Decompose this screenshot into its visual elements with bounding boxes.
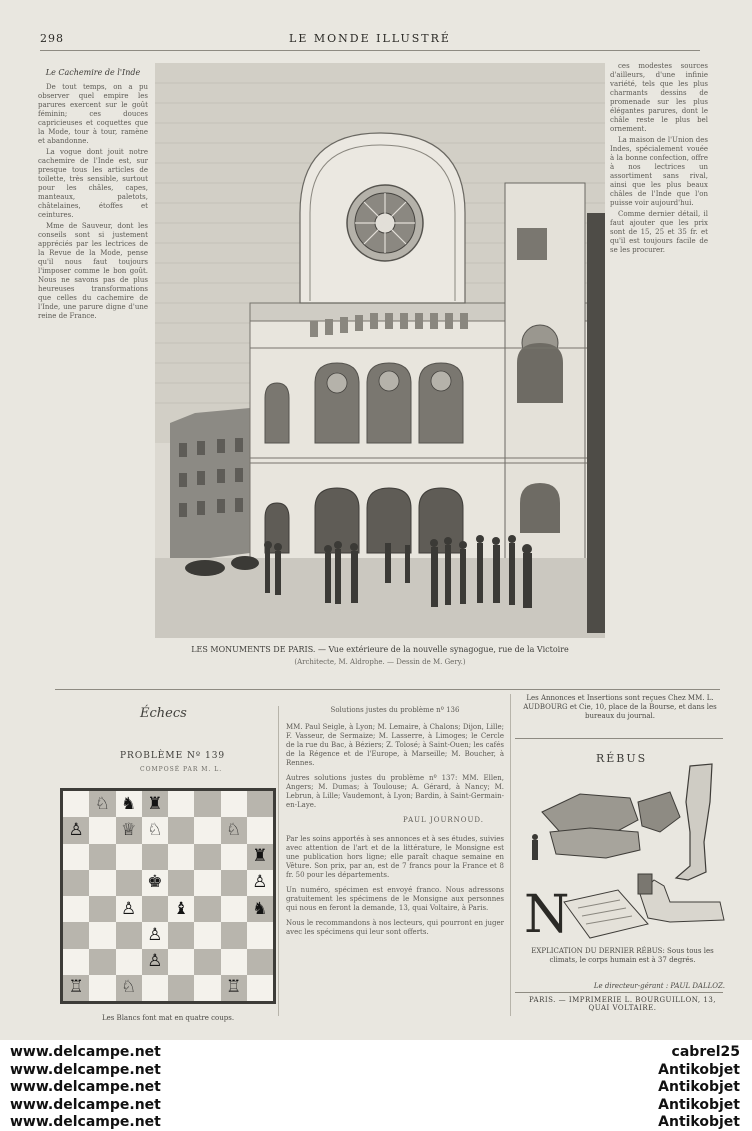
chess-square — [247, 975, 273, 1001]
chess-piece: ♙ — [68, 819, 84, 840]
notice-rule — [515, 738, 723, 739]
chess-square — [116, 844, 142, 870]
chess-section-title: Échecs — [140, 706, 187, 721]
publication-notice: Nous le recommandons à nos lecteurs, qui pourront en juger avec les spécimens qui leur sont offerts. — [286, 919, 504, 936]
chess-piece: ♘ — [226, 819, 242, 840]
watermark-left — [10, 1044, 161, 1131]
chess-square — [168, 949, 194, 975]
header-rule — [40, 50, 700, 51]
right-paragraph: ces modestes sources d'ailleurs, d'une infinie variété, tels que les plus charmants dessins de promenade sur les plus élégantes parures, dont le châle reste le plus bel ornement. — [610, 62, 708, 133]
chess-square — [63, 922, 89, 948]
chess-square — [194, 975, 220, 1001]
watermark-seller: Antikobjet — [658, 1061, 740, 1078]
chess-square — [247, 791, 273, 817]
chess-square — [89, 844, 115, 870]
chess-square — [63, 791, 89, 817]
chess-square — [89, 817, 115, 843]
director-signature: Le directeur-gérant : PAUL DALLOZ. — [593, 982, 725, 990]
publication-notice: Un numéro, spécimen est envoyé franco. Nous adressons gratuitement les spécimens de le Monsigne aux personnes qui nous en feront la demande, 13, quai Voltaire, à Paris. — [286, 886, 504, 912]
rebus-explanation: EXPLICATION DU DERNIER RÉBUS: Sous tous les climats, le corps humain est à 37 degrés. — [531, 947, 714, 964]
chess-square — [221, 817, 247, 843]
imprint-rule — [515, 992, 723, 993]
chess-square — [89, 975, 115, 1001]
chess-square — [221, 844, 247, 870]
chess-square — [63, 817, 89, 843]
chess-piece: ♖ — [226, 977, 242, 998]
chess-square — [63, 870, 89, 896]
watermark-url: www.delcampe.net — [10, 1096, 161, 1113]
solutions-heading: Solutions justes du problème nº 136 — [330, 706, 460, 714]
solutions-text: Autres solutions justes du problème nº 137: MM. Ellen, Angers; M. Dumas; à Toulouse; A. Gérard, à Nancy; M. Lebrun, à Lille; Vaudemont, à Lyon; Bardin, à Saint-Germain-en-Laye. — [286, 774, 504, 809]
chess-square — [142, 922, 168, 948]
chess-square — [194, 817, 220, 843]
watermark-seller: cabrel25 — [671, 1044, 740, 1060]
chess-square — [142, 817, 168, 843]
chess-piece: ♕ — [121, 819, 137, 840]
chess-square — [116, 791, 142, 817]
chess-square — [142, 844, 168, 870]
chess-square — [89, 949, 115, 975]
chess-piece: ♜ — [147, 793, 163, 814]
chess-square — [168, 844, 194, 870]
chess-square — [89, 791, 115, 817]
chess-square — [63, 949, 89, 975]
chess-piece: ♞ — [121, 793, 137, 814]
watermark-url: www.delcampe.net — [10, 1114, 161, 1130]
chess-square — [247, 817, 273, 843]
chess-piece: ♞ — [252, 898, 268, 919]
watermark-url: www.delcampe.net — [10, 1044, 161, 1060]
illustration-caption — [160, 645, 600, 666]
chess-square — [63, 844, 89, 870]
chess-piece: ♖ — [68, 977, 84, 998]
chess-square — [116, 870, 142, 896]
chess-square — [142, 975, 168, 1001]
chess-square — [168, 896, 194, 922]
chess-piece: ♘ — [121, 977, 137, 998]
chess-square — [89, 922, 115, 948]
chess-square — [247, 870, 273, 896]
chess-square — [116, 896, 142, 922]
chess-board-caption: Les Blancs font mat en quatre coups. — [101, 1014, 235, 1022]
watermark-seller: Antikobjet — [658, 1096, 740, 1113]
right-paragraph: Comme dernier détail, il faut ajouter que les prix sont de 15, 25 et 35 fr. et qu'il est toujours facile de se les procurer. — [610, 210, 708, 254]
chess-piece: ♙ — [147, 924, 163, 945]
caption-credit: (Architecte, M. Aldrophe. — Dessin de M. Gery.) — [294, 658, 466, 666]
annonces-notice: Les Annonces et Insertions sont reçues Chez MM. L. AUDBOURG et Cie, 10, place de la Bourse, et dans les bureaux du journal. — [523, 694, 717, 720]
chess-square — [63, 896, 89, 922]
watermark-seller: Antikobjet — [658, 1114, 740, 1130]
rebus-title: RÉBUS — [596, 752, 648, 765]
chess-square — [194, 870, 220, 896]
printer-imprint: PARIS. — IMPRIMERIE L. BOURGUILLON, 13, QUAI VOLTAIRE. — [528, 996, 717, 1012]
left-article-heading: Le Cachemire de l'Inde — [45, 68, 141, 77]
chess-square — [194, 844, 220, 870]
chess-square — [142, 896, 168, 922]
watermark-url: www.delcampe.net — [10, 1061, 161, 1078]
chess-problem-author: COMPOSÉ PAR M. L. — [140, 766, 223, 773]
left-article — [38, 68, 148, 673]
chess-square — [89, 896, 115, 922]
chess-piece: ♚ — [147, 872, 163, 893]
chess-square — [168, 791, 194, 817]
page-header — [40, 30, 700, 48]
solutions-text: MM. Paul Seigle, à Lyon; M. Lemaire, à Chalons; Dijon, Lille; F. Vasseur, de Sermaize; M. Lasserre, à Limoges; le Cercle de la rue du Bac, à Béziers; Z. Tolosé; à Saint-Ouen; les cafés de la Régence et de l'Europe, à Marseille; M. Boucher, à Rennes. — [286, 723, 504, 767]
watermark-seller: Antikobjet — [658, 1079, 740, 1095]
solutions-column — [286, 706, 504, 943]
chess-piece: ♘ — [94, 793, 110, 814]
left-paragraph: De tout temps, on a pu observer quel empire les parures exercent sur le goût féminin; ces douces capricieuses et coquettes que la Mode, tour à tour, ramène et abandonne. — [38, 83, 148, 145]
watermark-url: www.delcampe.net — [10, 1079, 161, 1095]
chess-square — [221, 949, 247, 975]
chess-square — [168, 870, 194, 896]
solutions-signature: PAUL JOURNOUD. — [403, 816, 484, 824]
column-divider — [510, 694, 511, 1016]
chess-square — [221, 791, 247, 817]
chess-square — [247, 896, 273, 922]
chess-piece: ♙ — [121, 898, 137, 919]
chess-piece: ♙ — [147, 951, 163, 972]
chess-piece: ♜ — [252, 846, 268, 867]
chess-problem-title: PROBLÈME Nº 139 — [120, 751, 226, 761]
chess-square — [116, 975, 142, 1001]
watermark-right — [658, 1044, 740, 1131]
chess-square — [116, 949, 142, 975]
masthead: LE MONDE ILLUSTRÉ — [289, 32, 451, 45]
section-rule — [55, 689, 720, 690]
watermark-footer — [0, 1040, 752, 1131]
chess-square — [142, 791, 168, 817]
chess-piece: ♝ — [173, 898, 189, 919]
synagogue-engraving — [155, 63, 605, 638]
chess-piece: ♘ — [147, 819, 163, 840]
chess-square — [247, 949, 273, 975]
svg-text:N: N — [524, 885, 570, 942]
left-paragraph: Mme de Sauveur, dont les conseils sont si justement appréciés par les lectrices de la Revue de la Mode, pense qu'il nous faut toujours l'imposer comme le bon goût. Nous ne savons pas de plus heureuses transformations que celles du cachemire de l'Inde, une parure digne d'une reine de France. — [38, 222, 148, 320]
chess-square — [247, 922, 273, 948]
chess-square — [89, 870, 115, 896]
chess-square — [194, 922, 220, 948]
chess-square — [63, 975, 89, 1001]
chess-square — [221, 896, 247, 922]
chess-piece: ♙ — [252, 872, 268, 893]
chess-square — [221, 922, 247, 948]
chess-square — [116, 922, 142, 948]
chess-square — [194, 896, 220, 922]
chess-square — [247, 844, 273, 870]
chess-square — [116, 817, 142, 843]
chess-square — [142, 949, 168, 975]
left-paragraph: La vogue dont jouit notre cachemire de l'Inde est, sur presque tous les articles de toilette, très sensible, surtout pour les châles, capes, manteaux, paletots, châtelaines, étoffes et ceintures. — [38, 148, 148, 219]
chess-square — [194, 791, 220, 817]
chess-square — [221, 975, 247, 1001]
chess-square — [168, 817, 194, 843]
rebus-illustration — [520, 762, 730, 942]
chess-square — [221, 870, 247, 896]
right-article — [610, 62, 708, 672]
chess-board — [60, 788, 276, 1004]
caption-title: LES MONUMENTS DE PARIS. — Vue extérieure de la nouvelle synagogue, rue de la Victoire — [191, 645, 569, 654]
page-number: 298 — [40, 32, 64, 45]
chess-square — [168, 922, 194, 948]
chess-square — [194, 949, 220, 975]
right-paragraph: La maison de l'Union des Indes, spécialement vouée à la bonne confection, offre à nos lectrices un assortiment sans rival, ainsi que les plus beaux châles de l'Inde que l'on puisse voir aujourd'hui. — [610, 136, 708, 207]
column-divider — [278, 706, 279, 1016]
chess-square — [168, 975, 194, 1001]
chess-square — [142, 870, 168, 896]
publication-notice: Par les soins apportés à ses annonces et à ses études, suivies avec attention de l'art et de la littérature, le Monsigne est une publication hors ligne; elle paraît chaque semaine en Vêture. Son prix, par an, est de 7 francs pour la France et 8 fr. 50 pour les départements. — [286, 835, 504, 879]
